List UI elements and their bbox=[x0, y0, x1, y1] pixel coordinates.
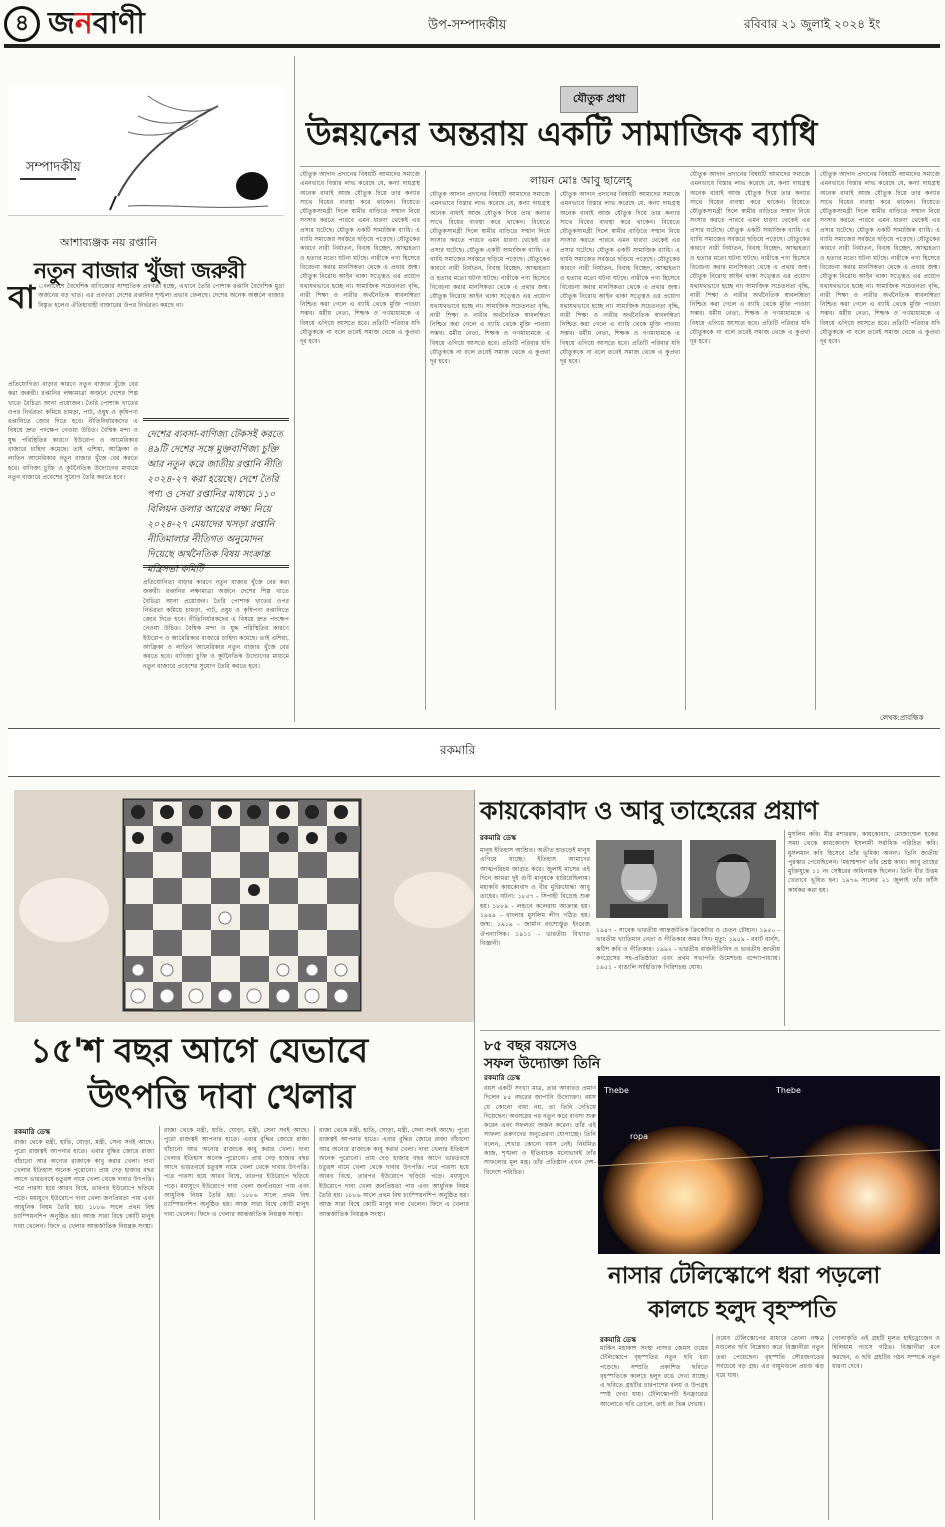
newspaper-logo[interactable] bbox=[48, 6, 145, 42]
kaykobad-col-1: মানুষ ইতিহাস আশ্রিত। অতীত হাতড়েই মানুষ এগিয়ে যাচ্ছে। ইতিহাস আমাদের আত্মপরিচয় জাগ্রত করে। জুলাই মাসের এই দিনে আমরা দুই গুণী মানুষকে হারিয়েছিলাম। মহাকবি কায়কোবাদ ও বীর মুক্তিযোদ্ধা আবু তাহের। ঘটনা: ১৮৫৭ - সিপাহী বিদ্রোহ শুরু হয়। ১৮৮৯ - লন্ডনে কলেরায় আক্রান্ত হয়। ১৯৪৯ - বাংলার মুসলিম লীগ গঠিত হয়। জন্ম: ১৯১৯ - জার্মান বংশোদ্ভূত ইংরেজ ঔপন্যাসিক। ১৯১১ - ভারতীয় বিখ্যাত বিজ্ঞানী। bbox=[480, 847, 590, 947]
jupiter-label-left: Thebe bbox=[604, 1086, 629, 1095]
dowry-headline: উন্নয়নের অন্তরায় একটি সামাজিক ব্যাধি bbox=[306, 114, 817, 153]
chess-col-2: রাজা থেকে মন্ত্রী, হাতি, ঘোড়া, মন্ত্রী, সেনা সবই আছে। পুরো রাজত্বই আপনার হাতে। এবার বুদ্ধির জোরে রাজা বাঁচানো আর অন্যের রাজাকে কাবু করার খেলা। দাবা খেলার ইতিহাস অনেক পুরোনো। প্রায় দেড় হাজার বছর আগে ভারতবর্ষে চতুরঙ্গ নামে খেলা থেকে দাবার উৎপত্তি। পরে পারস্য হয়ে আরব বিশ্বে, তারপর ইউরোপে ছড়িয়ে পড়ে। মধ্যযুগে ইউরোপে দাবা খেলা জনপ্রিয়তা পায় এবং আধুনিক নিয়ম তৈরি হয়। ১৮৮৬ সালে প্রথম বিশ্ব চ্যাম্পিয়নশিপ অনুষ্ঠিত হয়। আজ সারা বিশ্বে কোটি মানুষ দাবা খেলেন। ফিদে এ খেলার আন্তর্জাতিক নিয়ন্ত্রক সংস্থা। bbox=[164, 1127, 309, 1218]
jupiter-headline-1: নাসার টেলিস্কোপে ধরা পড়লো bbox=[608, 1263, 880, 1289]
masthead-rule bbox=[4, 44, 940, 48]
dowry-byline: লায়ন মোঃ আবু ছালেহ্ bbox=[530, 174, 632, 187]
editorial-badge-underline bbox=[20, 178, 76, 180]
chess-headline-2: উৎপত্তি দাবা খেলার bbox=[88, 1077, 355, 1117]
logo-part-2: বাণী bbox=[92, 6, 145, 41]
dowry-col-divider-3 bbox=[685, 190, 686, 710]
entrepreneur-byline: রকমারি ডেস্ক bbox=[484, 1074, 520, 1082]
logo-accent: ন bbox=[74, 6, 93, 41]
chess-col-divider-2 bbox=[314, 1126, 315, 1520]
quill-pen-icon bbox=[8, 86, 284, 216]
editorial-lead: ংলাদেশে বৈদেশিক বাণিজ্যের সাম্প্রতিক প্রবণতা হচ্ছে, এখানে তৈরি পোশাক রপ্তানি বৈদেশিক মুদ্রা অর্জনের বড় খাত। এর প্রবণতা দেশের রপ্তানির শৃঙ্খলা প্রভাব ফেলছে। দেশের অনেক অঞ্চলে বাজার বিস্তৃত হলেও ঐতিহ্যবাহী বাজারের উপর নির্ভরতা কমছে না। bbox=[38, 283, 284, 309]
jupiter-byline: রকমারি ডেস্ক bbox=[600, 1336, 636, 1344]
chess-board-icon bbox=[14, 790, 474, 1022]
entrepreneur-headline-1: ৮৫ বছর বয়সেও bbox=[484, 1038, 578, 1054]
jupiter-col-divider-2 bbox=[828, 1334, 829, 1520]
editorial-body-right: প্রতিযোগিতা বাড়ার কারণে নতুন বাজার খুঁজে বের করা জরুরী। রপ্তানির লক্ষ্যমাত্রা অর্জনে দেশের শিল্প খাতে বৈচিত্র্য আনা প্রয়োজন। তৈরি পোশাক খাতের ওপর নির্ভরতা কমিয়ে চামড়া, পাট, ওষুধ ও কৃষিপণ্য রপ্তানিতে জোর দিতে হবে। নীতিনির্ধারকদের এ বিষয়ে দ্রুত পদক্ষেপ নেওয়া উচিত। বৈশ্বিক মন্দা ও যুদ্ধ পরিস্থিতির কারণে ইউরোপ ও আমেরিকার বাজারে চাহিদা কমেছে। তাই এশিয়া, আফ্রিকা ও লাতিন আমেরিকার নতুন বাজার খুঁজে বের করতে হবে। বাণিজ্য চুক্তি ও কূটনৈতিক উদ্যোগের মাধ্যমে নতুন বাজারে প্রবেশের সুযোগ তৈরি করতে হবে। bbox=[143, 579, 289, 670]
dowry-col-divider-1 bbox=[425, 170, 426, 710]
dowry-tag: যৌতুক প্রথা bbox=[560, 86, 638, 113]
dowry-col-divider-2 bbox=[555, 190, 556, 710]
logo-part-1: জ bbox=[48, 6, 75, 41]
section-divider bbox=[474, 790, 475, 1520]
editorial-pullquote: দেশের ব্যবসা-বাণিজ্য টেকসই করতে ৪৯টি দেশের সঙ্গে মুক্তবাণিজ্য চুক্তি আর নতুন করে জাতীয় রপ্তানি নীতি ২০২৪-২৭ করা হয়েছে। দেশে তৈরি পণ্য ও সেবা রপ্তানির মাধ্যমে ১১০ বিলিয়ন ডলার আয়ের লক্ষ্য নিয়ে ২০২৪-২৭ মেয়াদের খসড়া রপ্তানি নীতিমালার নীতিগত অনুমোদন দিয়েছে অর্থনৈতিক বিষয় সংক্রান্ত মন্ত্রিসভা কমিটি bbox=[143, 418, 289, 568]
jupiter-photo bbox=[598, 1076, 940, 1254]
dowry-author-note: লেখক:প্রাবন্ধিক bbox=[880, 714, 924, 722]
dowry-col-4: যৌতুক আদান প্রদানের বিষয়টি আমাদের সমাজে এমনভাবে বিস্তার লাভ করেছে যে, কন্যা দায়গ্রস্থ অনেক বাবাই আজ যৌতুক দিয়ে তার কন্যার সাথে বিয়ের ব্যবস্থা করে থাকেন। বিয়েতে যৌতুকসামগ্রী দিলে স্বামীর বাড়িতে সম্মান নিয়ে সংসার করতে পারবে এমন ধারণা থেকেই এর প্রসার ঘটেছে। যৌতুক একটি সামাজিক ব্যাধি। এ ব্যাধি সমাজের সর্বস্তরে ছড়িয়ে পড়েছে। যৌতুকের কারণে নারী নির্যাতন, বিবাহ বিচ্ছেদ, আত্মহত্যা ও হত্যার মতো ঘটনা ঘটছে। নারীকে পণ্য হিসেবে বিবেচনা করার মানসিকতা থেকে এ প্রথার জন্ম। যৌতুক নিরোধ আইন থাকা সত্ত্বেও এর প্রয়োগ যথাযথভাবে হচ্ছে না। সামাজিক সচেতনতা বৃদ্ধি, নারী শিক্ষা ও নারীর অর্থনৈতিক স্বাবলম্বিতা নিশ্চিত করা গেলে এ ব্যাধি থেকে মুক্তি পাওয়া সম্ভব। ধর্মীয় নেতা, শিক্ষক ও গণমাধ্যমকে এ বিষয়ে এগিয়ে আসতে হবে। প্রতিটি পরিবার যদি যৌতুককে না বলে তবেই সমাজ থেকে এ কুপ্রথা দূর হবে। bbox=[690, 171, 810, 346]
poet-portrait-icon bbox=[596, 840, 682, 918]
chess-col-1: রাজা থেকে মন্ত্রী, হাতি, ঘোড়া, মন্ত্রী, সেনা সবই আছে। পুরো রাজত্বই আপনার হাতে। এবার বুদ্ধির জোরে রাজা বাঁচানো আর অন্যের রাজাকে কাবু করার খেলা। দাবা খেলার ইতিহাস অনেক পুরোনো। প্রায় দেড় হাজার বছর আগে ভারতবর্ষে চতুরঙ্গ নামে খেলা থেকে দাবার উৎপত্তি। পরে পারস্য হয়ে আরব বিশ্বে, তারপর ইউরোপে ছড়িয়ে পড়ে। মধ্যযুগে ইউরোপে দাবা খেলা জনপ্রিয়তা পায় এবং আধুনিক নিয়ম তৈরি হয়। ১৮৮৬ সালে প্রথম বিশ্ব চ্যাম্পিয়নশিপ অনুষ্ঠিত হয়। আজ সারা বিশ্বে কোটি মানুষ দাবা খেলেন। ফিদে এ খেলার আন্তর্জাতিক নিয়ন্ত্রক সংস্থা। bbox=[14, 1139, 154, 1230]
kaykobad-headline: কায়কোবাদ ও আবু তাহেরের প্রয়াণ bbox=[480, 796, 818, 825]
chess-photo bbox=[14, 790, 474, 1022]
banner-rule-bottom bbox=[8, 776, 940, 777]
section-banner-label: রকমারি bbox=[440, 743, 476, 757]
jupiter-col-1: মার্কিন মহাকাশ সংস্থা নাসার জেমস ওয়েব টেলিস্কোপে বৃহস্পতির নতুন ছবি ধরা পড়েছে। সম্প্রতি প্রকাশিত ছবিতে বৃহস্পতিকে কালচে হলুদ রঙে দেখা যাচ্ছে। এ ছবিতে গ্রহটির চারপাশের বলয় ও উপগ্রহ স্পষ্ট দেখা যায়। টেলিস্কোপটি ইনফ্রারেড আলোতে ছবি তোলে, তাই রং ভিন্ন দেখায়। bbox=[600, 1345, 708, 1408]
issue-date: রবিবার ২১ জুলাই ২০২৪ ইং bbox=[744, 17, 881, 31]
section-title: উপ-সম্পাদকীয় bbox=[428, 18, 507, 33]
editorial-kicker: আশাব্যঞ্জক নয় রপ্তানি bbox=[60, 236, 157, 249]
chess-headline-1: ১৫'শ বছর আগে যেভাবে bbox=[30, 1031, 368, 1071]
editorial-body-left: প্রতিযোগিতা বাড়ার কারণে নতুন বাজার খুঁজে বের করা জরুরী। রপ্তানির লক্ষ্যমাত্রা অর্জনে দেশের শিল্প খাতে বৈচিত্র্য আনা প্রয়োজন। তৈরি পোশাক খাতের ওপর নির্ভরতা কমিয়ে চামড়া, পাট, ওষুধ ও কৃষিপণ্য রপ্তানিতে জোর দিতে হবে। নীতিনির্ধারকদের এ বিষয়ে দ্রুত পদক্ষেপ নেওয়া উচিত। বৈশ্বিক মন্দা ও যুদ্ধ পরিস্থিতির কারণে ইউরোপ ও আমেরিকার বাজারে চাহিদা কমেছে। তাই এশিয়া, আফ্রিকা ও লাতিন আমেরিকার নতুন বাজার খুঁজে বের করতে হবে। বাণিজ্য চুক্তি ও কূটনৈতিক উদ্যোগের মাধ্যমে নতুন বাজারে প্রবেশের সুযোগ তৈরি করতে হবে। bbox=[8, 381, 138, 481]
jupiter-col-divider-1 bbox=[712, 1334, 713, 1520]
page-number: ৪ bbox=[14, 10, 30, 36]
editorial-body bbox=[8, 278, 284, 376]
entrepreneur-body: বয়স একটি সংখ্যা মাত্র, তার আবারও প্রমাণ দিলেন ৮৫ বছরের জাপানি উদ্যোক্তা। বয়স যে কোনো বাধা নয়, তা তিনি দেখিয়ে দিয়েছেন। অবসরের পর নতুন করে ব্যবসা শুরু করেন এবং সফলতা অর্জন করেন। তাঁর এই সাফল্য তরুণদের অনুপ্রেরণা যোগাচ্ছে। তিনি বলেন, শেখার কোনো বয়স নেই। নিয়মিত কাজ, শৃঙ্খলা ও ইতিবাচক মনোভাবই তাঁর সাফল্যের মূল মন্ত্র। তাঁর প্রতিষ্ঠান এখন দেশ-বিদেশে পরিচিত। bbox=[484, 1085, 596, 1176]
dowry-col-2: যৌতুক আদান প্রদানের বিষয়টি আমাদের সমাজে এমনভাবে বিস্তার লাভ করেছে যে, কন্যা দায়গ্রস্থ অনেক বাবাই আজ যৌতুক দিয়ে তার কন্যার সাথে বিয়ের ব্যবস্থা করে থাকেন। বিয়েতে যৌতুকসামগ্রী দিলে স্বামীর বাড়িতে সম্মান নিয়ে সংসার করতে পারবে এমন ধারণা থেকেই এর প্রসার ঘটেছে। যৌতুক একটি সামাজিক ব্যাধি। এ ব্যাধি সমাজের সর্বস্তরে ছড়িয়ে পড়েছে। যৌতুকের কারণে নারী নির্যাতন, বিবাহ বিচ্ছেদ, আত্মহত্যা ও হত্যার মতো ঘটনা ঘটছে। নারীকে পণ্য হিসেবে বিবেচনা করার মানসিকতা থেকে এ প্রথার জন্ম। যৌতুক নিরোধ আইন থাকা সত্ত্বেও এর প্রয়োগ যথাযথভাবে হচ্ছে না। সামাজিক সচেতনতা বৃদ্ধি, নারী শিক্ষা ও নারীর অর্থনৈতিক স্বাবলম্বিতা নিশ্চিত করা গেলে এ ব্যাধি থেকে মুক্তি পাওয়া সম্ভব। ধর্মীয় নেতা, শিক্ষক ও গণমাধ্যমকে এ বিষয়ে এগিয়ে আসতে হবে। প্রতিটি পরিবার যদি যৌতুককে না বলে তবেই সমাজ থেকে এ কুপ্রথা দূর হবে। bbox=[430, 191, 550, 366]
chess-col-3: রাজা থেকে মন্ত্রী, হাতি, ঘোড়া, মন্ত্রী, সেনা সবই আছে। পুরো রাজত্বই আপনার হাতে। এবার বুদ্ধির জোরে রাজা বাঁচানো আর অন্যের রাজাকে কাবু করার খেলা। দাবা খেলার ইতিহাস অনেক পুরোনো। প্রায় দেড় হাজার বছর আগে ভারতবর্ষে চতুরঙ্গ নামে খেলা থেকে দাবার উৎপত্তি। পরে পারস্য হয়ে আরব বিশ্বে, তারপর ইউরোপে ছড়িয়ে পড়ে। মধ্যযুগে ইউরোপে দাবা খেলা জনপ্রিয়তা পায় এবং আধুনিক নিয়ম তৈরি হয়। ১৮৮৬ সালে প্রথম বিশ্ব চ্যাম্পিয়নশিপ অনুষ্ঠিত হয়। আজ সারা বিশ্বে কোটি মানুষ দাবা খেলেন। ফিদে এ খেলার আন্তর্জাতিক নিয়ন্ত্রক সংস্থা। bbox=[319, 1127, 469, 1218]
entrepreneur-headline-2: সফল উদ্যোক্তা তিনি bbox=[484, 1056, 601, 1072]
jupiter-headline-2: কালচে হলুদ বৃহস্পতি bbox=[648, 1297, 836, 1323]
chess-byline: রকমারি ডেস্ক bbox=[14, 1128, 50, 1136]
jupiter-label-europa: ropa bbox=[630, 1132, 648, 1141]
drop-cap: বা bbox=[8, 278, 36, 316]
quill-illustration bbox=[8, 86, 284, 216]
dowry-col-1: যৌতুক আদান প্রদানের বিষয়টি আমাদের সমাজে এমনভাবে বিস্তার লাভ করেছে যে, কন্যা দায়গ্রস্থ অনেক বাবাই আজ যৌতুক দিয়ে তার কন্যার সাথে বিয়ের ব্যবস্থা করে থাকেন। বিয়েতে যৌতুকসামগ্রী দিলে স্বামীর বাড়িতে সম্মান নিয়ে সংসার করতে পারবে এমন ধারণা থেকেই এর প্রসার ঘটেছে। যৌতুক একটি সামাজিক ব্যাধি। এ ব্যাধি সমাজের সর্বস্তরে ছড়িয়ে পড়েছে। যৌতুকের কারণে নারী নির্যাতন, বিবাহ বিচ্ছেদ, আত্মহত্যা ও হত্যার মতো ঘটনা ঘটছে। নারীকে পণ্য হিসেবে বিবেচনা করার মানসিকতা থেকে এ প্রথার জন্ম। যৌতুক নিরোধ আইন থাকা সত্ত্বেও এর প্রয়োগ যথাযথভাবে হচ্ছে না। সামাজিক সচেতনতা বৃদ্ধি, নারী শিক্ষা ও নারীর অর্থনৈতিক স্বাবলম্বিতা নিশ্চিত করা গেলে এ ব্যাধি থেকে মুক্তি পাওয়া সম্ভব। ধর্মীয় নেতা, শিক্ষক ও গণমাধ্যমকে এ বিষয়ে এগিয়ে আসতে হবে। প্রতিটি পরিবার যদি যৌতুককে না বলে তবেই সমাজ থেকে এ কুপ্রথা দূর হবে। bbox=[300, 171, 420, 346]
officer-portrait-icon bbox=[690, 840, 776, 918]
kaykobad-bottom-rule bbox=[480, 1030, 940, 1031]
jupiter-label-right: Thebe bbox=[776, 1086, 801, 1095]
dowry-rule bbox=[300, 166, 940, 167]
jupiter-col-3: গোলাকৃতি এই গ্রহটি মূলত হাইড্রোজেন ও হিলিয়াম গ্যাসে গঠিত। বিজ্ঞানীরা মনে করছেন, এ ছবি গ্রহটির গঠন সম্পর্কে নতুন ধারণা দেবে। bbox=[832, 1335, 940, 1370]
kaykobad-col-3: মুসলিম কবি। মীর মশাররফ, কায়কোবাদ, মোজাম্মেল হকের সময় থেকে কায়কোবাদ ইসলামী সর্বাধিক পরিচিত কবি। মুসলমান কবি হিসেবে তাঁর ভূমিকা অনন্য। তিনি জাতীয় পুরস্কার পেয়েছিলেন। 'মহাশ্মশান' তাঁর শ্রেষ্ঠ কাব্য। আবু তাহের মুক্তিযুদ্ধে ১১ নং সেক্টরের অধিনায়ক ছিলেন। তিনি বীর উত্তম খেতাবে ভূষিত হন। ১৯৭৬ সালের ২১ জুলাই তাঁর ফাঁসি কার্যকর করা হয়। bbox=[788, 831, 938, 894]
jupiter-col-2: ওয়েব টেলিস্কোপের মাধ্যমে তোলা নক্ষত্র মণ্ডলের ছবি বিশ্লেষণ করে বিজ্ঞানীরা নতুন তথ্য পেয়েছেন। বৃহস্পতি সৌরজগতের সবচেয়ে বড় গ্রহ। এর বায়ুমণ্ডলে প্রচণ্ড ঝড় বয়ে যায়। bbox=[716, 1335, 824, 1380]
portrait-kaykobad bbox=[596, 840, 682, 918]
dowry-col-3: যৌতুক আদান প্রদানের বিষয়টি আমাদের সমাজে এমনভাবে বিস্তার লাভ করেছে যে, কন্যা দায়গ্রস্থ অনেক বাবাই আজ যৌতুক দিয়ে তার কন্যার সাথে বিয়ের ব্যবস্থা করে থাকেন। বিয়েতে যৌতুকসামগ্রী দিলে স্বামীর বাড়িতে সম্মান নিয়ে সংসার করতে পারবে এমন ধারণা থেকেই এর প্রসার ঘটেছে। যৌতুক একটি সামাজিক ব্যাধি। এ ব্যাধি সমাজের সর্বস্তরে ছড়িয়ে পড়েছে। যৌতুকের কারণে নারী নির্যাতন, বিবাহ বিচ্ছেদ, আত্মহত্যা ও হত্যার মতো ঘটনা ঘটছে। নারীকে পণ্য হিসেবে বিবেচনা করার মানসিকতা থেকে এ প্রথার জন্ম। যৌতুক নিরোধ আইন থাকা সত্ত্বেও এর প্রয়োগ যথাযথভাবে হচ্ছে না। সামাজিক সচেতনতা বৃদ্ধি, নারী শিক্ষা ও নারীর অর্থনৈতিক স্বাবলম্বিতা নিশ্চিত করা গেলে এ ব্যাধি থেকে মুক্তি পাওয়া সম্ভব। ধর্মীয় নেতা, শিক্ষক ও গণমাধ্যমকে এ বিষয়ে এগিয়ে আসতে হবে। প্রতিটি পরিবার যদি যৌতুককে না বলে তবেই সমাজ থেকে এ কুপ্রথা দূর হবে। bbox=[560, 191, 680, 366]
page-number-badge bbox=[4, 6, 40, 42]
editorial-badge: সম্পাদকীয় bbox=[26, 160, 81, 175]
kaykobad-col-divider bbox=[784, 830, 785, 1026]
dowry-col-5: যৌতুক আদান প্রদানের বিষয়টি আমাদের সমাজে এমনভাবে বিস্তার লাভ করেছে যে, কন্যা দায়গ্রস্থ অনেক বাবাই আজ যৌতুক দিয়ে তার কন্যার সাথে বিয়ের ব্যবস্থা করে থাকেন। বিয়েতে যৌতুকসামগ্রী দিলে স্বামীর বাড়িতে সম্মান নিয়ে সংসার করতে পারবে এমন ধারণা থেকেই এর প্রসার ঘটেছে। যৌতুক একটি সামাজিক ব্যাধি। এ ব্যাধি সমাজের সর্বস্তরে ছড়িয়ে পড়েছে। যৌতুকের কারণে নারী নির্যাতন, বিবাহ বিচ্ছেদ, আত্মহত্যা ও হত্যার মতো ঘটনা ঘটছে। নারীকে পণ্য হিসেবে বিবেচনা করার মানসিকতা থেকে এ প্রথার জন্ম। যৌতুক নিরোধ আইন থাকা সত্ত্বেও এর প্রয়োগ যথাযথভাবে হচ্ছে না। সামাজিক সচেতনতা বৃদ্ধি, নারী শিক্ষা ও নারীর অর্থনৈতিক স্বাবলম্বিতা নিশ্চিত করা গেলে এ ব্যাধি থেকে মুক্তি পাওয়া সম্ভব। ধর্মীয় নেতা, শিক্ষক ও গণমাধ্যমকে এ বিষয়ে এগিয়ে আসতে হবে। প্রতিটি পরিবার যদি যৌতুককে না বলে তবেই সমাজ থেকে এ কুপ্রথা দূর হবে। bbox=[820, 171, 940, 346]
portrait-abu-taher bbox=[690, 840, 776, 918]
kaykobad-col-2: ১৯৪৭ - সাবেক ভারতীয় আন্তর্জাতিক ক্রিকেটার ও চেতন চৌহান। ১৯৫০ - ভারতীয় খ্যাতিমান নেতা ও গীতিকার অমর সিং। মৃত্যু: ১৯৫৯ - রবার্ট বার্ন্‌স, স্কটিশ কবি ও গীতিকার। ১৯৯২ - ভারতীয় রাজনীতিবিদ ও ভারতীয় জাতীয় কংগ্রেসের সহ-প্রতিষ্ঠাতা এবং প্রথম সভাপতি উমেশচন্দ্র বন্দ্যোপাধ্যায়। ১৯৫১ - বাঙালি সাহিত্যিক গিরিশচন্দ্র ঘোষ। bbox=[596, 927, 780, 972]
kaykobad-byline: রকমারি ডেস্ক bbox=[480, 834, 516, 842]
chess-col-divider-1 bbox=[159, 1126, 160, 1520]
column-divider bbox=[294, 56, 295, 722]
dowry-col-divider-4 bbox=[815, 170, 816, 710]
jupiter-planet-icon bbox=[598, 1076, 940, 1254]
editorial-headline: নতুন বাজার খুঁজা জরুরী bbox=[34, 259, 246, 284]
